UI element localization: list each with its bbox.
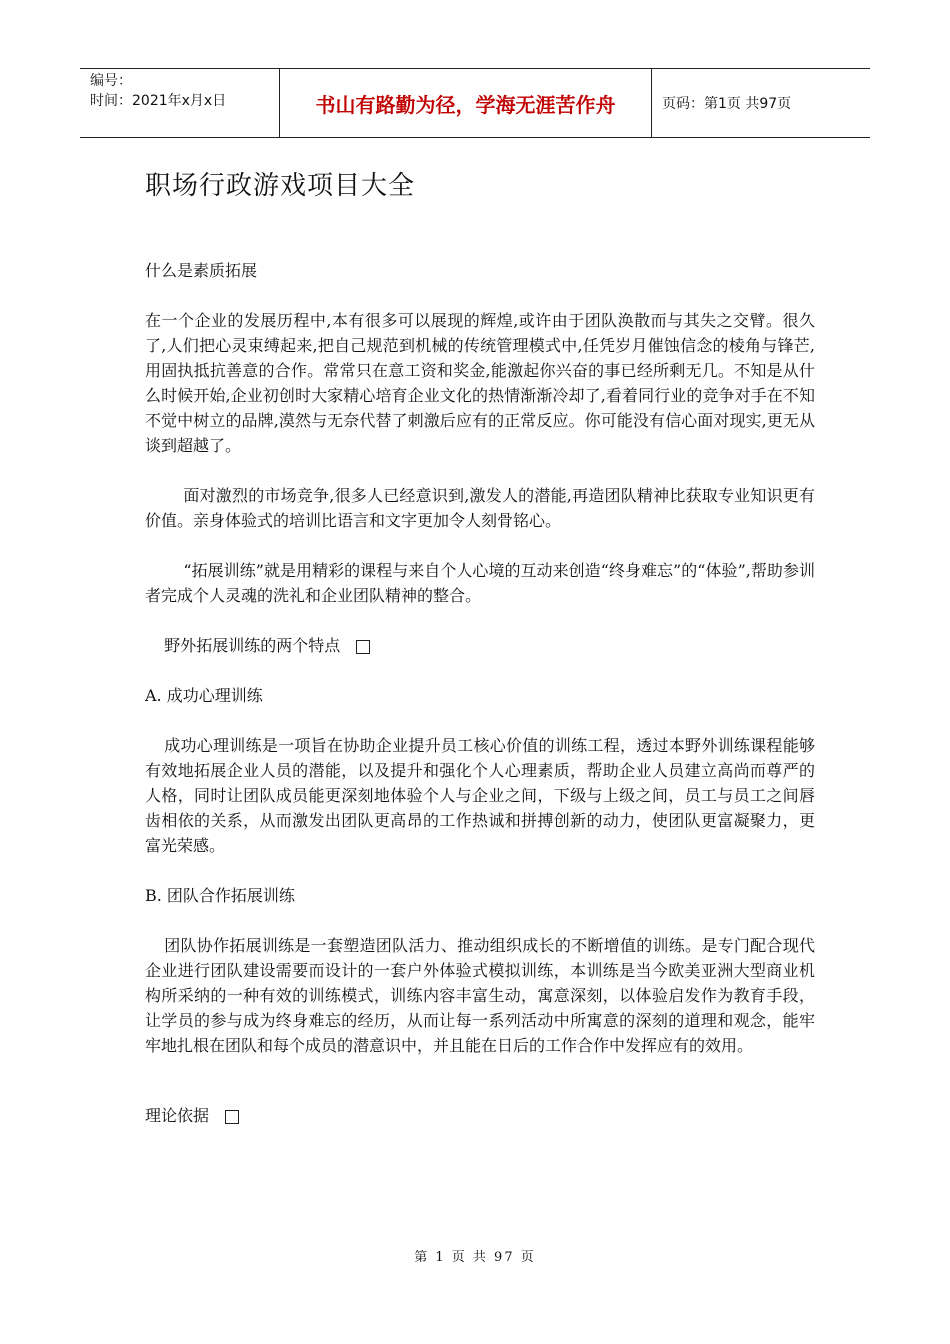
document-body	[145, 258, 815, 1128]
paragraph-1: 在一个企业的发展历程中,本有很多可以展现的辉煌,或许由于团队涣散而与其失之交臂。很久了,人们把心灵束缚起来,把自己规范到机械的传统管理模式中,任凭岁月催蚀信念的棱角与锋芒,用固执抵抗善意的合作。常常只在意工资和奖金,能激起你兴奋的事已经所剩无几。不知是从什么时候开始,企业初创时大家精心培育企业文化的热情渐渐冷却了,看着同行业的竞争对手在不知不觉中树立的品牌,漠然与无奈代替了刺激后应有的正常反应。你可能没有信心面对现实,更无从谈到超越了。	[145, 311, 815, 455]
checkbox-icon	[225, 1110, 239, 1124]
section-heading-a: A. 成功心理训练	[145, 686, 263, 705]
section-heading-b: B. 团队合作拓展训练	[145, 886, 295, 905]
page-header	[80, 68, 870, 138]
checkbox-icon	[356, 640, 370, 654]
date-label: 时间：2021年x月x日	[90, 93, 227, 109]
paragraph-a: 成功心理训练是一项旨在协助企业提升员工核心价值的训练工程，透过本野外训练课程能够有效地拓展企业人员的潜能，以及提升和强化个人心理素质，帮助企业人员建立高尚而尊严的人格，同时让团队成员能更深刻地体验个人与企业之间，下级与上级之间，员工与员工之间唇齿相依的关系，从而激发出团队更高昂的工作热诚和拼搏创新的动力，使团队更富凝聚力，更富光荣感。	[145, 736, 815, 855]
document-title: 职场行政游戏项目大全	[145, 171, 416, 201]
header-meta	[80, 69, 280, 137]
section-heading-what-is: 什么是素质拓展	[145, 261, 258, 280]
paragraph-3: “拓展训练”就是用精彩的课程与来自个人心境的互动来创造“终身难忘”的“体验”,帮助参训者完成个人灵魂的洗礼和企业团队精神的整合。	[145, 561, 815, 605]
paragraph-b: 团队协作拓展训练是一套塑造团队活力、推动组织成长的不断增值的训练。是专门配合现代企业进行团队建设需要而设计的一套户外体验式模拟训练，本训练是当今欧美亚洲大型商业机构所采纳的一种有效的训练模式，训练内容丰富生动，寓意深刻，以体验启发作为教育手段，让学员的参与成为终身难忘的经历，从而让每一系列活动中所寓意的深刻的道理和观念，能牢牢地扎根在团队和每个成员的潜意识中，并且能在日后的工作合作中发挥应有的效用。	[145, 936, 815, 1055]
theory-heading-text: 理论依据	[145, 1106, 210, 1125]
header-page-info: 页码：第1页 共97页	[662, 96, 792, 112]
number-label: 编号：	[90, 73, 132, 89]
page-footer: 第 1 页 共 97 页	[414, 1250, 536, 1265]
features-heading-text: 野外拓展训练的两个特点	[164, 636, 341, 655]
section-heading-features	[145, 633, 815, 658]
header-motto: 书山有路勤为径，学海无涯苦作舟	[280, 69, 652, 137]
paragraph-2: 面对激烈的市场竞争,很多人已经意识到,激发人的潜能,再造团队精神比获取专业知识更有价值。亲身体验式的培训比语言和文字更加令人刻骨铭心。	[145, 486, 815, 530]
section-heading-theory	[145, 1103, 815, 1128]
